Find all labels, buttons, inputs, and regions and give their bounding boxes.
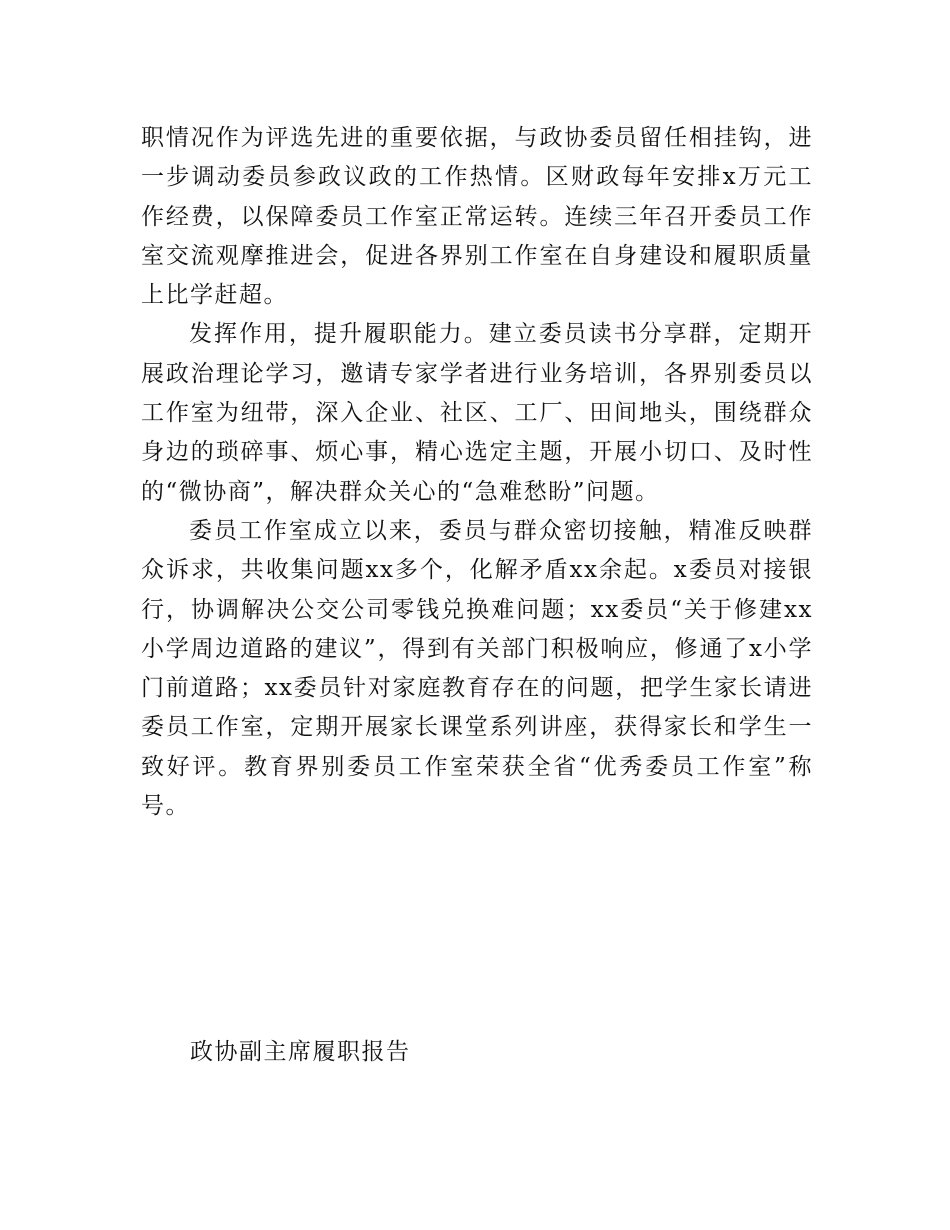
- paragraph-continuation: 职情况作为评选先进的重要依据，与政协委员留任相挂钩，进一步调动委员参政议政的工作热情。区财政每年安排x万元工作经费，以保障委员工作室正常运转。连续三年召开委员工作室交流观摩推进会，促进各界别工作室在自身建设和履职质量上比学赶超。: [141, 125, 813, 309]
- next-document-title: 政协副主席履职报告: [190, 1039, 411, 1065]
- paragraph-achievements: 委员工作室成立以来，委员与群众密切接触，精准反映群众诉求，共收集问题xx多个，化解矛盾xx余起。x委员对接银行，协调解决公交公司零钱兑换难问题；xx委员“关于修建xx小学周边道路的建议”，得到有关部门积极响应，修通了x小学门前道路；xx委员针对家庭教育存在的问题，把学生家长请进委员工作室，定期开展家长课堂系列讲座，获得家长和学生一致好评。教育界别委员工作室荣获全省“优秀委员工作室”称号。: [141, 517, 813, 820]
- paragraph-play-role: 发挥作用，提升履职能力。建立委员读书分享群，定期开展政治理论学习，邀请专家学者进行业务培训，各界别委员以工作室为纽带，深入企业、社区、工厂、田间地头，围绕群众身边的琐碎事、烦心事，精心选定主题，开展小切口、及时性的“微协商”，解决群众关心的“急难愁盼”问题。: [141, 321, 813, 505]
- body-text: [141, 119, 813, 826]
